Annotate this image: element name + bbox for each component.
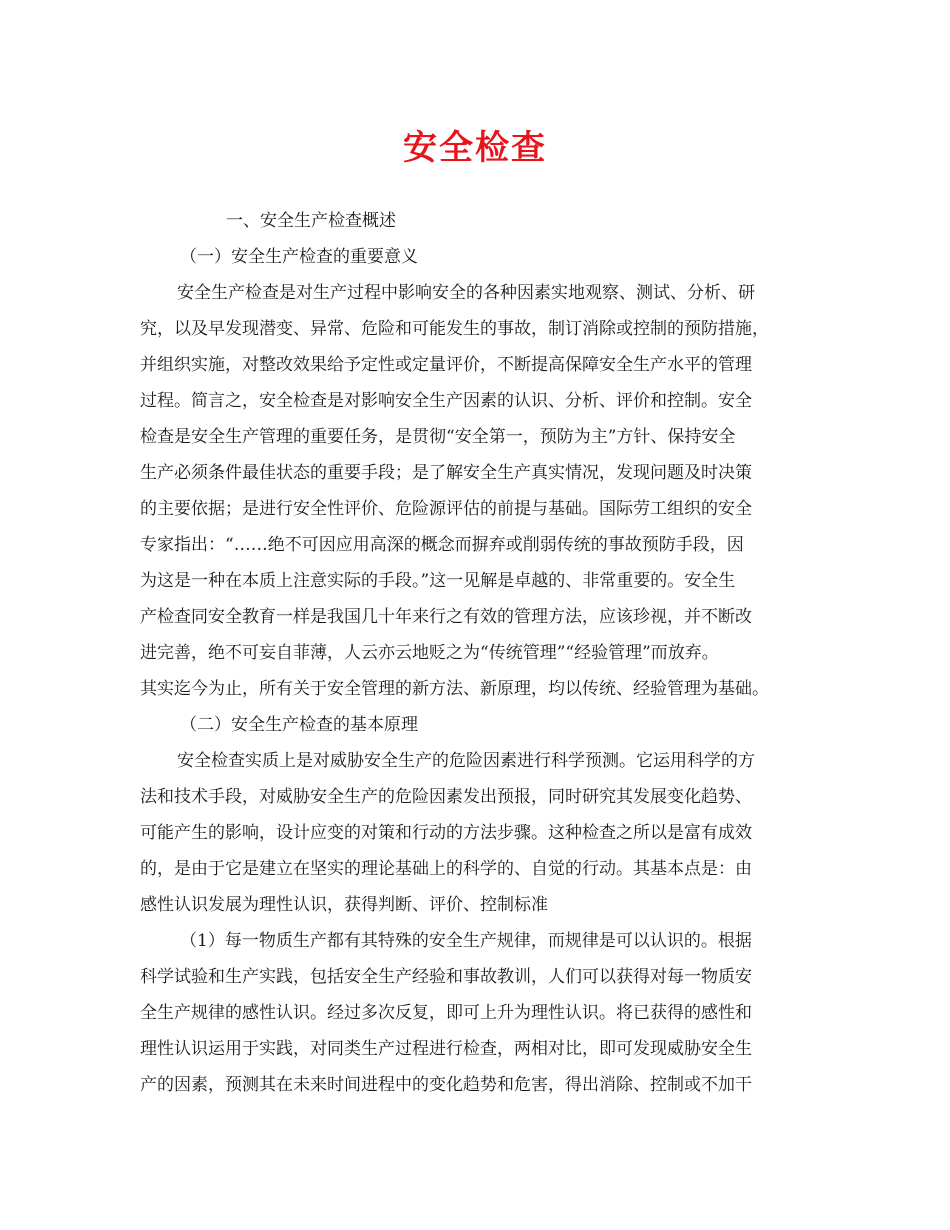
paragraph-line: 专家指出：“……绝不可因应用高深的概念而摒弃或削弱传统的事故预防手段，因 xyxy=(140,535,744,555)
paragraph-line: 产检查同安全教育一样是我国几十年来行之有效的管理方法，应该珍视，并不断改 xyxy=(140,607,752,627)
document-title: 安全检查 xyxy=(403,128,547,168)
paragraph-line: 并组织实施，对整改效果给予定性或定量评价，不断提高保障安全生产水平的管理 xyxy=(140,355,752,375)
paragraph-line: 可能产生的影响，设计应变的对策和行动的方法步骤。这种检查之所以是富有成效 xyxy=(140,823,752,843)
document-body xyxy=(140,203,815,1103)
paragraph-line: 的，是由于它是建立在坚实的理论基础上的科学的、自觉的行动。其基本点是：由 xyxy=(140,859,752,879)
paragraph-line: 其实迄今为止，所有关于安全管理的新方法、新原理，均以传统、经验管理为基础。 xyxy=(140,679,769,699)
paragraph-line: 过程。简言之，安全检查是对影响安全生产因素的认识、分析、评价和控制。安全 xyxy=(140,391,752,411)
paragraph-line: 感性认识发展为理性认识，获得判断、评价、控制标准 xyxy=(140,895,548,915)
paragraph-line: 检查是安全生产管理的重要任务，是贯彻“安全第一，预防为主”方针、保持安全 xyxy=(140,427,736,447)
heading-overview: 一、安全生产检查概述 xyxy=(226,211,396,231)
paragraph-line: 生产必须条件最佳状态的重要手段；是了解安全生产真实情况，发现问题及时决策 xyxy=(140,463,752,483)
numbered-item-line: （1）每一物质生产都有其特殊的安全生产规律，而规律是可以认识的。根据 xyxy=(180,931,752,951)
paragraph-line: 进完善，绝不可妄自菲薄，人云亦云地贬之为“传统管理”“经验管理”而放弃。 xyxy=(140,643,719,663)
heading-principle: （二）安全生产检查的基本原理 xyxy=(180,715,418,735)
paragraph-line: 全生产规律的感性认识。经过多次反复，即可上升为理性认识。将已获得的感性和 xyxy=(140,1003,752,1023)
paragraph-line: 法和技术手段，对威胁安全生产的危险因素发出预报，同时研究其发展变化趋势、 xyxy=(140,787,752,807)
heading-importance: （一）安全生产检查的重要意义 xyxy=(180,247,418,267)
paragraph-line: 安全检查实质上是对威胁安全生产的危险因素进行科学预测。它运用科学的方 xyxy=(177,751,755,771)
paragraph-line: 为这是一种在本质上注意实际的手段。”这一见解是卓越的、非常重要的。安全生 xyxy=(140,571,736,591)
paragraph-line: 究，以及早发现潜变、异常、危险和可能发生的事故，制订消除或控制的预防措施， xyxy=(140,319,769,339)
paragraph-line: 产的因素，预测其在未来时间进程中的变化趋势和危害，得出消除、控制或不加干 xyxy=(140,1075,752,1095)
paragraph-line: 科学试验和生产实践，包括安全生产经验和事故教训，人们可以获得对每一物质安 xyxy=(140,967,752,987)
paragraph-line: 理性认识运用于实践，对同类生产过程进行检查，两相对比，即可发现威胁安全生 xyxy=(140,1039,752,1059)
paragraph-line: 的主要依据；是进行安全性评价、危险源评估的前提与基础。国际劳工组织的安全 xyxy=(140,499,752,519)
paragraph-line: 安全生产检查是对生产过程中影响安全的各种因素实地观察、测试、分析、研 xyxy=(177,283,755,303)
